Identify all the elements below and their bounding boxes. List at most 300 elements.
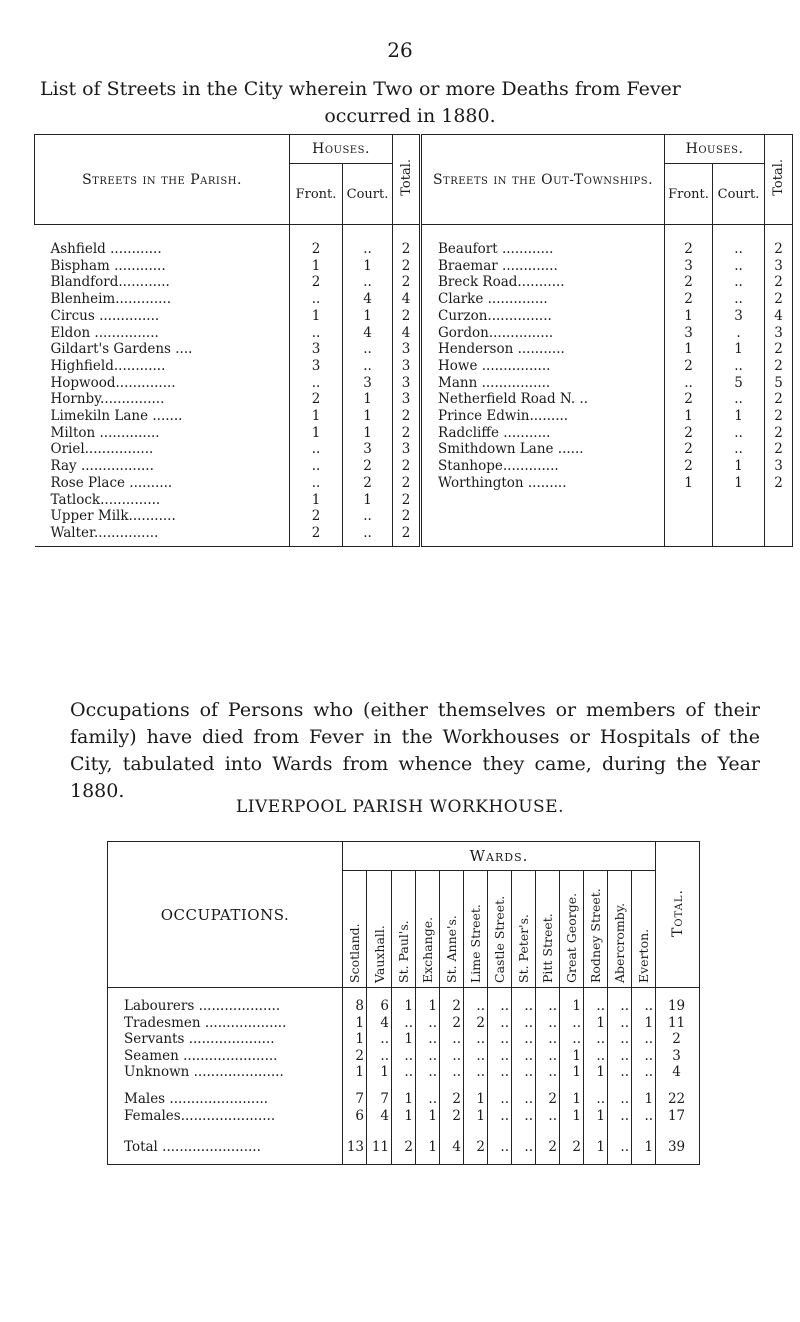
occupations-paragraph: Occupations of Persons who (either themselves or members of their family) have died from Fever in the Workhouses or Hospitals of the City, tabulated into Wards from whence they came, during the Year 1880. [70, 699, 760, 802]
occupation-label: Labourers ................... [108, 988, 343, 1015]
ward-name: St. Anne's. [444, 915, 459, 983]
parish-front-count: .. [290, 475, 343, 492]
parish-street-name: Ashfield ............ [50, 241, 162, 257]
township-court-count: 1 [713, 341, 765, 358]
spacer-cell [536, 1081, 560, 1091]
ward-name: Scotland. [347, 923, 362, 983]
ward-header [584, 871, 608, 988]
parish-street-name: Upper Milk........... [50, 508, 176, 525]
ward-count: 1 [464, 1091, 488, 1108]
parish-street-name: Ray ................. [50, 458, 154, 475]
township-front-count: 2 [665, 291, 713, 308]
parish-street-name: Hornby............... [50, 391, 165, 408]
ward-count: .. [464, 1064, 488, 1081]
parish-total-count: 3 [393, 391, 421, 408]
ward-count: .. [512, 1134, 536, 1165]
title-line-2: occurred in 1880. [324, 105, 496, 127]
parish-front-count: .. [290, 458, 343, 475]
streets-row [35, 458, 793, 475]
parish-court-count: .. [343, 225, 393, 258]
ward-count: 1 [392, 1031, 416, 1048]
occupation-total: 4 [656, 1064, 700, 1081]
ward-count: .. [536, 1031, 560, 1048]
streets-table-body [35, 225, 793, 547]
ward-name: St. Peter's. [516, 913, 531, 983]
parish-court-count: 1 [343, 425, 393, 442]
ward-count: 2 [560, 1134, 584, 1165]
parish-street-name: Walter............... [35, 525, 290, 546]
parish-street-name: Highfield............ [50, 357, 166, 374]
ward-count: .. [584, 1091, 608, 1108]
occupation-row [108, 1108, 700, 1125]
ward-count: 1 [464, 1108, 488, 1125]
spacer-cell [416, 1124, 440, 1134]
ward-name: Pitt Street. [540, 913, 555, 983]
header-front-2: Front. [665, 164, 713, 225]
parish-street-name: Bispham ............ [50, 257, 166, 274]
township-street-name: Curzon............... [421, 308, 665, 325]
parish-street-name: Milton .............. [50, 424, 160, 441]
ward-header [440, 871, 464, 988]
ward-count: .. [560, 1015, 584, 1032]
ward-count: 7 [343, 1091, 367, 1108]
occupation-total: 2 [656, 1031, 700, 1048]
header-wards: Wards. [343, 842, 656, 871]
streets-row [35, 441, 793, 458]
streets-row [35, 425, 793, 442]
township-front-count: 1 [665, 341, 713, 358]
ward-count: 1 [584, 1134, 608, 1165]
township-court-count: .. [713, 274, 765, 291]
ward-count: 11 [367, 1134, 392, 1165]
ward-count: 6 [367, 988, 392, 1015]
ward-header [488, 871, 512, 988]
ward-header [392, 871, 416, 988]
header-streets-out-townships: Streets in the Out-Townships. [421, 135, 665, 225]
ward-count: .. [608, 1064, 632, 1081]
parish-street-name: Circus .............. [50, 307, 160, 324]
township-court-count: .. [713, 391, 765, 408]
spacer-cell [367, 1124, 392, 1134]
ward-count: .. [416, 1091, 440, 1108]
parish-front-count: 1 [290, 308, 343, 325]
township-front-count: 2 [665, 274, 713, 291]
township-total-count: 5 [765, 375, 793, 392]
ward-count: .. [608, 1048, 632, 1065]
ward-count: 1 [392, 1108, 416, 1125]
spacer-cell [392, 1081, 416, 1091]
ward-count: .. [536, 1015, 560, 1032]
spacer-cell [416, 1081, 440, 1091]
township-front-count: 3 [665, 258, 713, 275]
township-front-count: 2 [665, 225, 713, 258]
parish-street-name: Rose Place .......... [50, 474, 173, 491]
parish-total-count: 2 [393, 274, 421, 291]
township-street-name: Mann ................ [421, 375, 665, 392]
ward-count: .. [512, 988, 536, 1015]
spacer-cell [108, 1081, 343, 1091]
ward-count: 1 [392, 1091, 416, 1108]
township-court-count [713, 525, 765, 546]
parish-court-count: .. [343, 274, 393, 291]
occupation-row [108, 988, 700, 1015]
township-street-name [421, 508, 665, 525]
township-front-count: 2 [665, 358, 713, 375]
parish-court-count: 4 [343, 291, 393, 308]
township-total-count [765, 525, 793, 546]
parish-total-count: 4 [393, 325, 421, 342]
ward-name: Castle Street. [492, 895, 507, 983]
parish-front-count: .. [290, 325, 343, 342]
parish-court-count: 3 [343, 441, 393, 458]
ward-count: .. [392, 1048, 416, 1065]
spacer-cell [108, 1124, 343, 1134]
parish-total-count: 2 [393, 308, 421, 325]
ward-count: 13 [343, 1134, 367, 1165]
spacer-cell [343, 1081, 367, 1091]
ward-count: 1 [584, 1015, 608, 1032]
occupation-label: Servants .................... [108, 1031, 343, 1048]
ward-count: .. [536, 1064, 560, 1081]
township-court-count [713, 508, 765, 525]
township-court-count: .. [713, 291, 765, 308]
spacer-cell [440, 1124, 464, 1134]
ward-count: 2 [440, 1091, 464, 1108]
header-houses: Houses. [290, 135, 393, 164]
parish-court-count: .. [343, 358, 393, 375]
ward-header [560, 871, 584, 988]
spacer-cell [512, 1124, 536, 1134]
ward-count: 1 [632, 1134, 656, 1165]
township-street-name: Worthington ......... [421, 475, 665, 492]
ward-count: 1 [343, 1064, 367, 1081]
parish-front-count: 1 [290, 425, 343, 442]
township-street-name: Howe ................ [421, 358, 665, 375]
ward-count: .. [608, 1134, 632, 1165]
occupation-row [108, 1015, 700, 1032]
parish-street-name: Eldon ............... [50, 324, 159, 341]
ward-count: .. [632, 1064, 656, 1081]
township-street-name: Beaufort ............ [421, 225, 665, 258]
township-total-count [765, 508, 793, 525]
ward-name: Abercromby. [612, 902, 627, 983]
parish-court-count: 2 [343, 458, 393, 475]
ward-count: .. [536, 988, 560, 1015]
ward-count: 1 [392, 988, 416, 1015]
township-street-name: Prince Edwin......... [421, 408, 665, 425]
ward-count: 1 [416, 1134, 440, 1165]
parish-total-count: 2 [393, 408, 421, 425]
ward-count: .. [464, 1048, 488, 1065]
parish-front-count: 2 [290, 508, 343, 525]
title-line-1: List of Streets in the City wherein Two or more Deaths from Fever [40, 78, 681, 100]
ward-count: .. [392, 1064, 416, 1081]
parish-front-count: 2 [290, 274, 343, 291]
ward-count: 1 [416, 1108, 440, 1125]
parish-court-count: .. [343, 508, 393, 525]
parish-total-count: 3 [393, 375, 421, 392]
streets-row [35, 341, 793, 358]
streets-row [35, 525, 793, 546]
ward-header [512, 871, 536, 988]
occupation-label: Total ....................... [108, 1134, 343, 1165]
ward-count: 1 [343, 1015, 367, 1032]
ward-count: 2 [440, 988, 464, 1015]
ward-name: Vauxhall. [371, 925, 387, 983]
streets-row [35, 325, 793, 342]
parish-court-count: 3 [343, 375, 393, 392]
parish-total-count: 2 [393, 425, 421, 442]
ward-count: 1 [560, 1048, 584, 1065]
township-total-count: 4 [765, 308, 793, 325]
parish-front-count: 2 [290, 525, 343, 546]
ward-count: .. [392, 1015, 416, 1032]
ward-name: Everton. [636, 928, 652, 983]
ward-count: .. [416, 1031, 440, 1048]
parish-total-count: 3 [393, 441, 421, 458]
ward-header [632, 871, 656, 988]
township-total-count: 2 [765, 274, 793, 291]
ward-count: .. [488, 1108, 512, 1125]
ward-count: 2 [464, 1015, 488, 1032]
ward-count: 4 [367, 1108, 392, 1125]
ward-count: 1 [560, 988, 584, 1015]
township-total-count: 2 [765, 475, 793, 492]
ward-count: 4 [440, 1134, 464, 1165]
spacer-cell [584, 1081, 608, 1091]
parish-front-count: .. [290, 291, 343, 308]
township-court-count: 1 [713, 408, 765, 425]
occupation-row [108, 1134, 700, 1165]
occupation-row [108, 1091, 700, 1108]
parish-street-name: Hopwood.............. [50, 374, 176, 391]
ward-name: Lime Street. [468, 904, 483, 983]
spacer-cell [584, 1124, 608, 1134]
occupation-total: 3 [656, 1048, 700, 1065]
ward-count: 2 [464, 1134, 488, 1165]
parish-court-count: .. [343, 341, 393, 358]
township-total-count: 3 [765, 458, 793, 475]
township-front-count [665, 525, 713, 546]
header-total-column: Total. [656, 842, 700, 988]
occupation-total: 19 [656, 988, 700, 1015]
ward-count: .. [632, 1108, 656, 1125]
township-front-count [665, 492, 713, 509]
ward-count: 1 [367, 1064, 392, 1081]
ward-count: .. [512, 1091, 536, 1108]
parish-street-name: Gildart's Gardens .... [50, 341, 193, 358]
page-title [40, 76, 780, 130]
ward-count: 2 [440, 1015, 464, 1032]
township-total-count: 2 [765, 225, 793, 258]
township-front-count: 3 [665, 325, 713, 342]
parish-total-count: 4 [393, 291, 421, 308]
ward-count: .. [512, 1048, 536, 1065]
parish-front-count: 2 [290, 225, 343, 258]
occupations-table [107, 841, 700, 1165]
ward-count: .. [488, 1015, 512, 1032]
parish-court-count: 4 [343, 325, 393, 342]
ward-count: 2 [536, 1091, 560, 1108]
township-street-name: Clarke .............. [421, 291, 665, 308]
ward-count: .. [488, 1048, 512, 1065]
occupation-row [108, 1048, 700, 1065]
spacer-cell [464, 1124, 488, 1134]
township-court-count: . [713, 325, 765, 342]
township-front-count: 2 [665, 458, 713, 475]
streets-row [35, 375, 793, 392]
ward-name: St. Paul's. [396, 920, 411, 983]
ward-count: .. [416, 1064, 440, 1081]
streets-row [35, 358, 793, 375]
ward-count: .. [608, 1108, 632, 1125]
township-street-name: Gordon............... [421, 325, 665, 342]
header-front: Front. [290, 164, 343, 225]
township-total-count: 2 [765, 425, 793, 442]
parish-street-name: Limekiln Lane ....... [50, 408, 183, 425]
parish-total-count: 2 [393, 508, 421, 525]
spacer-row [108, 1081, 700, 1091]
ward-count: .. [632, 988, 656, 1015]
township-street-name: Smithdown Lane ...... [421, 441, 665, 458]
streets-row [35, 258, 793, 275]
parish-front-count: 1 [290, 492, 343, 509]
ward-count: .. [464, 988, 488, 1015]
ward-count: .. [488, 1031, 512, 1048]
township-street-name: Netherfield Road N. .. [421, 391, 665, 408]
ward-count: .. [536, 1108, 560, 1125]
parish-front-count: 3 [290, 358, 343, 375]
township-front-count: 2 [665, 391, 713, 408]
ward-count: 1 [560, 1091, 584, 1108]
township-total-count: 2 [765, 391, 793, 408]
parish-total-count: 2 [393, 458, 421, 475]
ward-count: .. [488, 1091, 512, 1108]
township-front-count: 2 [665, 441, 713, 458]
parish-total-count: 2 [393, 492, 421, 509]
streets-row [35, 492, 793, 509]
spacer-cell [512, 1081, 536, 1091]
ward-count: .. [512, 1031, 536, 1048]
streets-row [35, 408, 793, 425]
ward-count: 1 [560, 1064, 584, 1081]
township-front-count: 2 [665, 425, 713, 442]
spacer-cell [560, 1081, 584, 1091]
parish-front-count: 1 [290, 258, 343, 275]
spacer-cell [343, 1124, 367, 1134]
township-total-count: 3 [765, 325, 793, 342]
ward-count: .. [512, 1015, 536, 1032]
spacer-cell [440, 1081, 464, 1091]
ward-count: 2 [440, 1108, 464, 1125]
township-court-count: .. [713, 425, 765, 442]
ward-count: .. [440, 1048, 464, 1065]
township-front-count: 1 [665, 308, 713, 325]
township-court-count: .. [713, 225, 765, 258]
ward-count: 1 [632, 1015, 656, 1032]
ward-count: .. [464, 1031, 488, 1048]
ward-count: .. [440, 1031, 464, 1048]
ward-header [608, 871, 632, 988]
township-total-count: 2 [765, 291, 793, 308]
township-court-count: 5 [713, 375, 765, 392]
township-court-count: .. [713, 441, 765, 458]
parish-total-count: 2 [393, 475, 421, 492]
parish-court-count: .. [343, 525, 393, 546]
ward-count: .. [512, 1108, 536, 1125]
ward-count: .. [632, 1031, 656, 1048]
occupation-label: Females...................... [108, 1108, 343, 1125]
ward-count: 1 [416, 988, 440, 1015]
spacer-cell [367, 1081, 392, 1091]
township-street-name: Radcliffe ........... [421, 425, 665, 442]
parish-street-name: Blandford............ [50, 274, 170, 291]
ward-count: 2 [536, 1134, 560, 1165]
parish-street-name: Oriel................ [50, 441, 154, 458]
occupations-table-body [108, 988, 700, 1165]
header-total: Total. [393, 135, 421, 225]
spacer-cell [632, 1124, 656, 1134]
township-front-count: 1 [665, 475, 713, 492]
township-total-count: 2 [765, 408, 793, 425]
streets-row [35, 475, 793, 492]
ward-count: .. [584, 1048, 608, 1065]
township-total-count: 2 [765, 358, 793, 375]
occupation-label: Males ....................... [108, 1091, 343, 1108]
spacer-cell [656, 1124, 700, 1134]
parish-court-count: 1 [343, 391, 393, 408]
header-court: Court. [343, 164, 393, 225]
header-occupations: OCCUPATIONS. [108, 842, 343, 988]
parish-total-count: 2 [393, 258, 421, 275]
township-court-count: .. [713, 258, 765, 275]
ward-header [343, 871, 367, 988]
township-street-name: Stanhope............. [421, 458, 665, 475]
streets-row [35, 291, 793, 308]
township-street-name: Braemar ............. [421, 258, 665, 275]
township-front-count: 1 [665, 408, 713, 425]
occupation-row [108, 1064, 700, 1081]
ward-count: 2 [392, 1134, 416, 1165]
streets-row [35, 274, 793, 291]
ward-name: Great George. [564, 892, 579, 983]
spacer-cell [632, 1081, 656, 1091]
ward-name: Exchange. [420, 916, 435, 983]
parish-street-name: Blenheim............. [50, 291, 172, 308]
spacer-cell [560, 1124, 584, 1134]
parish-total-count: 3 [393, 341, 421, 358]
ward-count: .. [416, 1015, 440, 1032]
header-court-2: Court. [713, 164, 765, 225]
spacer-cell [464, 1081, 488, 1091]
occupation-total: 11 [656, 1015, 700, 1032]
workhouse-subheading: LIVERPOOL PARISH WORKHOUSE. [236, 797, 564, 817]
ward-count: .. [608, 1015, 632, 1032]
parish-total-count: 2 [393, 525, 421, 546]
ward-count: 1 [560, 1108, 584, 1125]
township-total-count: 2 [765, 341, 793, 358]
township-total-count: 2 [765, 441, 793, 458]
ward-count: .. [608, 988, 632, 1015]
parish-front-count: .. [290, 375, 343, 392]
township-street-name: Henderson ........... [421, 341, 665, 358]
ward-count: .. [584, 988, 608, 1015]
parish-front-count: 3 [290, 341, 343, 358]
header-houses-2: Houses. [665, 135, 765, 164]
parish-front-count: 2 [290, 391, 343, 408]
occupation-total: 17 [656, 1108, 700, 1125]
spacer-cell [392, 1124, 416, 1134]
